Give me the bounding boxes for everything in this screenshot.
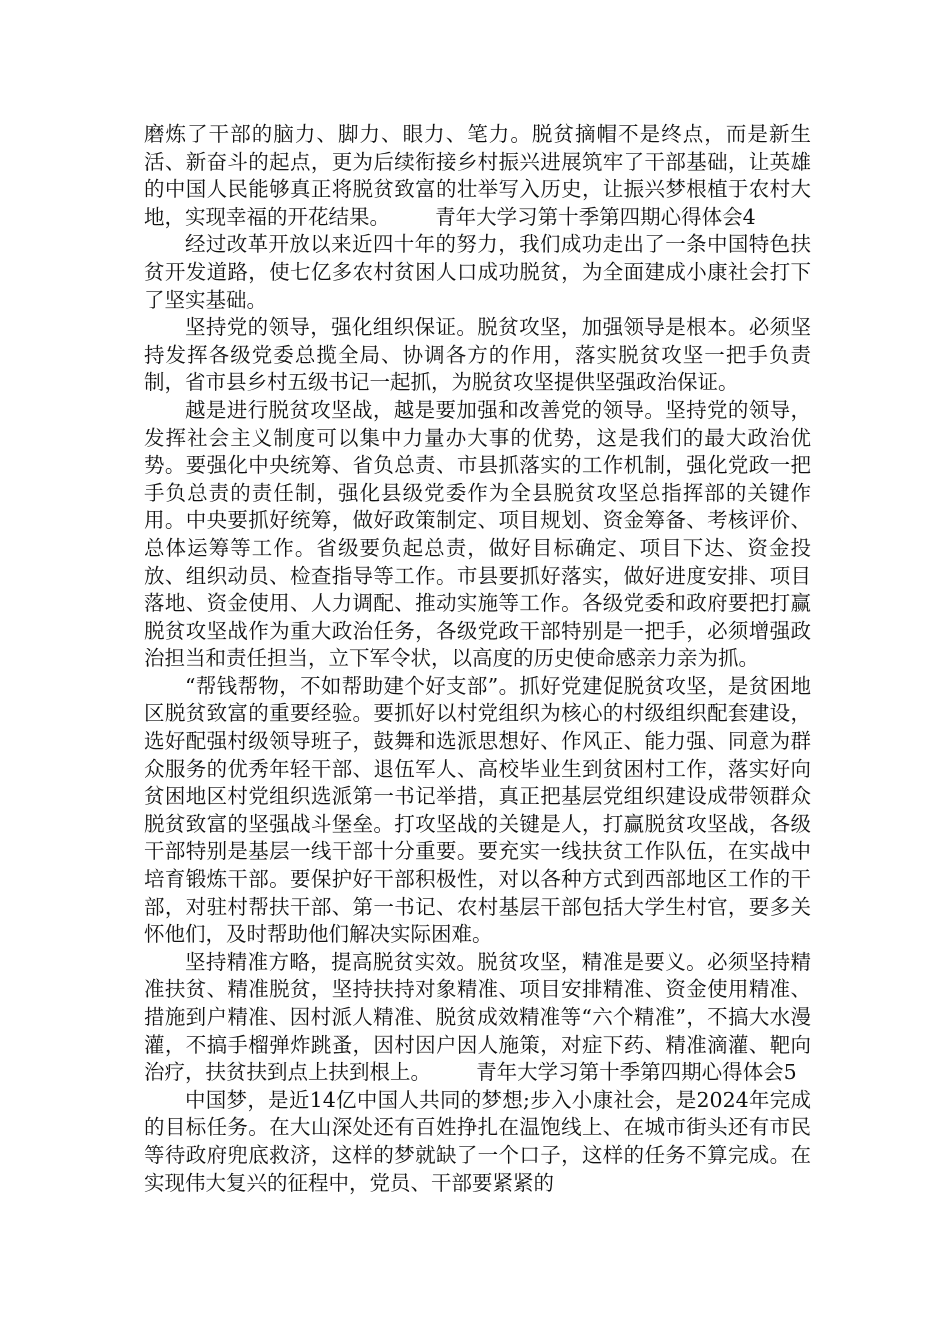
- document-page: [144, 121, 811, 1197]
- paragraph-text: 坚持党的领导，强化组织保证。脱贫攻坚，加强领导是根本。必须坚持发挥各级党委总揽全局、协调各方的作用，落实脱贫攻坚一把手负责制，省市县乡村五级书记一起抓，为脱贫攻坚提供坚强政治保证。: [144, 315, 811, 395]
- paragraph-text: 坚持精准方略，提高脱贫实效。脱贫攻坚，精准是要义。必须坚持精准扶贫、精准脱贫，坚持扶持对象精准、项目安排精准、资金使用精准、措施到户精准、因村派人精准、脱贫成效精准等“六个精准”，不搞大水漫灌，不搞手榴弹炸跳蚤，因村因户因人施策，对症下药、精准滴灌、靶向治疗，扶贫扶到点上扶到根上。: [144, 949, 811, 1085]
- paragraph-text: 中国梦，是近14亿中国人共同的梦想;步入小康社会，是2024年完成的目标任务。在大山深处还有百姓挣扎在温饱线上、在城市街头还有市民等待政府兜底救济，这样的梦就缺了一个口子，这样的任务不算完成。在实现伟大复兴的征程中，党员、干部要紧紧的: [144, 1087, 811, 1195]
- paragraph-2: [144, 231, 811, 314]
- paragraph-text: 越是进行脱贫攻坚战，越是要加强和改善党的领导。坚持党的领导，发挥社会主义制度可以集中力量办大事的优势，这是我们的最大政治优势。要强化中央统筹、省负总责、市县抓落实的工作机制，强化党政一把手负总责的责任制，强化县级党委作为全县脱贫攻坚总指挥部的关键作用。中央要抓好统筹，做好政策制定、项目规划、资金筹备、考核评价、总体运筹等工作。省级要负起总责，做好目标确定、项目下达、资金投放、组织动员、检查指导等工作。市县要抓好落实，做好进度安排、项目落地、资金使用、人力调配、推动实施等工作。各级党委和政府要把打赢脱贫攻坚战作为重大政治任务，各级党政干部特别是一把手，必须增强政治担当和责任担当，立下军令状，以高度的历史使命感亲力亲为抓。: [144, 397, 811, 671]
- paragraph-text: 经过改革开放以来近四十年的努力，我们成功走出了一条中国特色扶贫开发道路，使七亿多农村贫困人口成功脱贫，为全面建成小康社会打下了坚实基础。: [144, 232, 811, 312]
- paragraph-7: [144, 1087, 811, 1197]
- section-heading-4: 青年大学习第十季第四期心得体会4: [435, 204, 756, 229]
- paragraph-5: [144, 673, 811, 949]
- paragraph-1: [144, 121, 811, 231]
- paragraph-6: [144, 949, 811, 1087]
- paragraph-4: [144, 397, 811, 673]
- section-heading-5: 青年大学习第十季第四期心得体会5: [476, 1060, 797, 1085]
- paragraph-text: 磨炼了干部的脑力、脚力、眼力、笔力。脱贫摘帽不是终点，而是新生活、新奋斗的起点，更为后续衔接乡村振兴进展筑牢了干部基础，让英雄的中国人民能够真正将脱贫致富的壮举写入历史，让振兴梦根植于农村大地，实现幸福的开花结果。: [144, 122, 811, 229]
- paragraph-3: [144, 314, 811, 397]
- paragraph-text: “帮钱帮物，不如帮助建个好支部”。抓好党建促脱贫攻坚，是贫困地区脱贫致富的重要经验。要抓好以村党组织为核心的村级组织配套建设，选好配强村级领导班子，鼓舞和选派思想好、作风正、能力强、同意为群众服务的优秀年轻干部、退伍军人、高校毕业生到贫困村工作，落实好向贫困地区村党组织选派第一书记举措，真正把基层党组织建设成带领群众脱贫致富的坚强战斗堡垒。打攻坚战的关键是人，打赢脱贫攻坚战，各级干部特别是基层一线干部十分重要。要充实一线扶贫工作队伍，在实战中培育锻炼干部。要保护好干部积极性，对以各种方式到西部地区工作的干部，对驻村帮扶干部、第一书记、农村基层干部包括大学生村官，要多关怀他们，及时帮助他们解决实际困难。: [144, 673, 811, 947]
